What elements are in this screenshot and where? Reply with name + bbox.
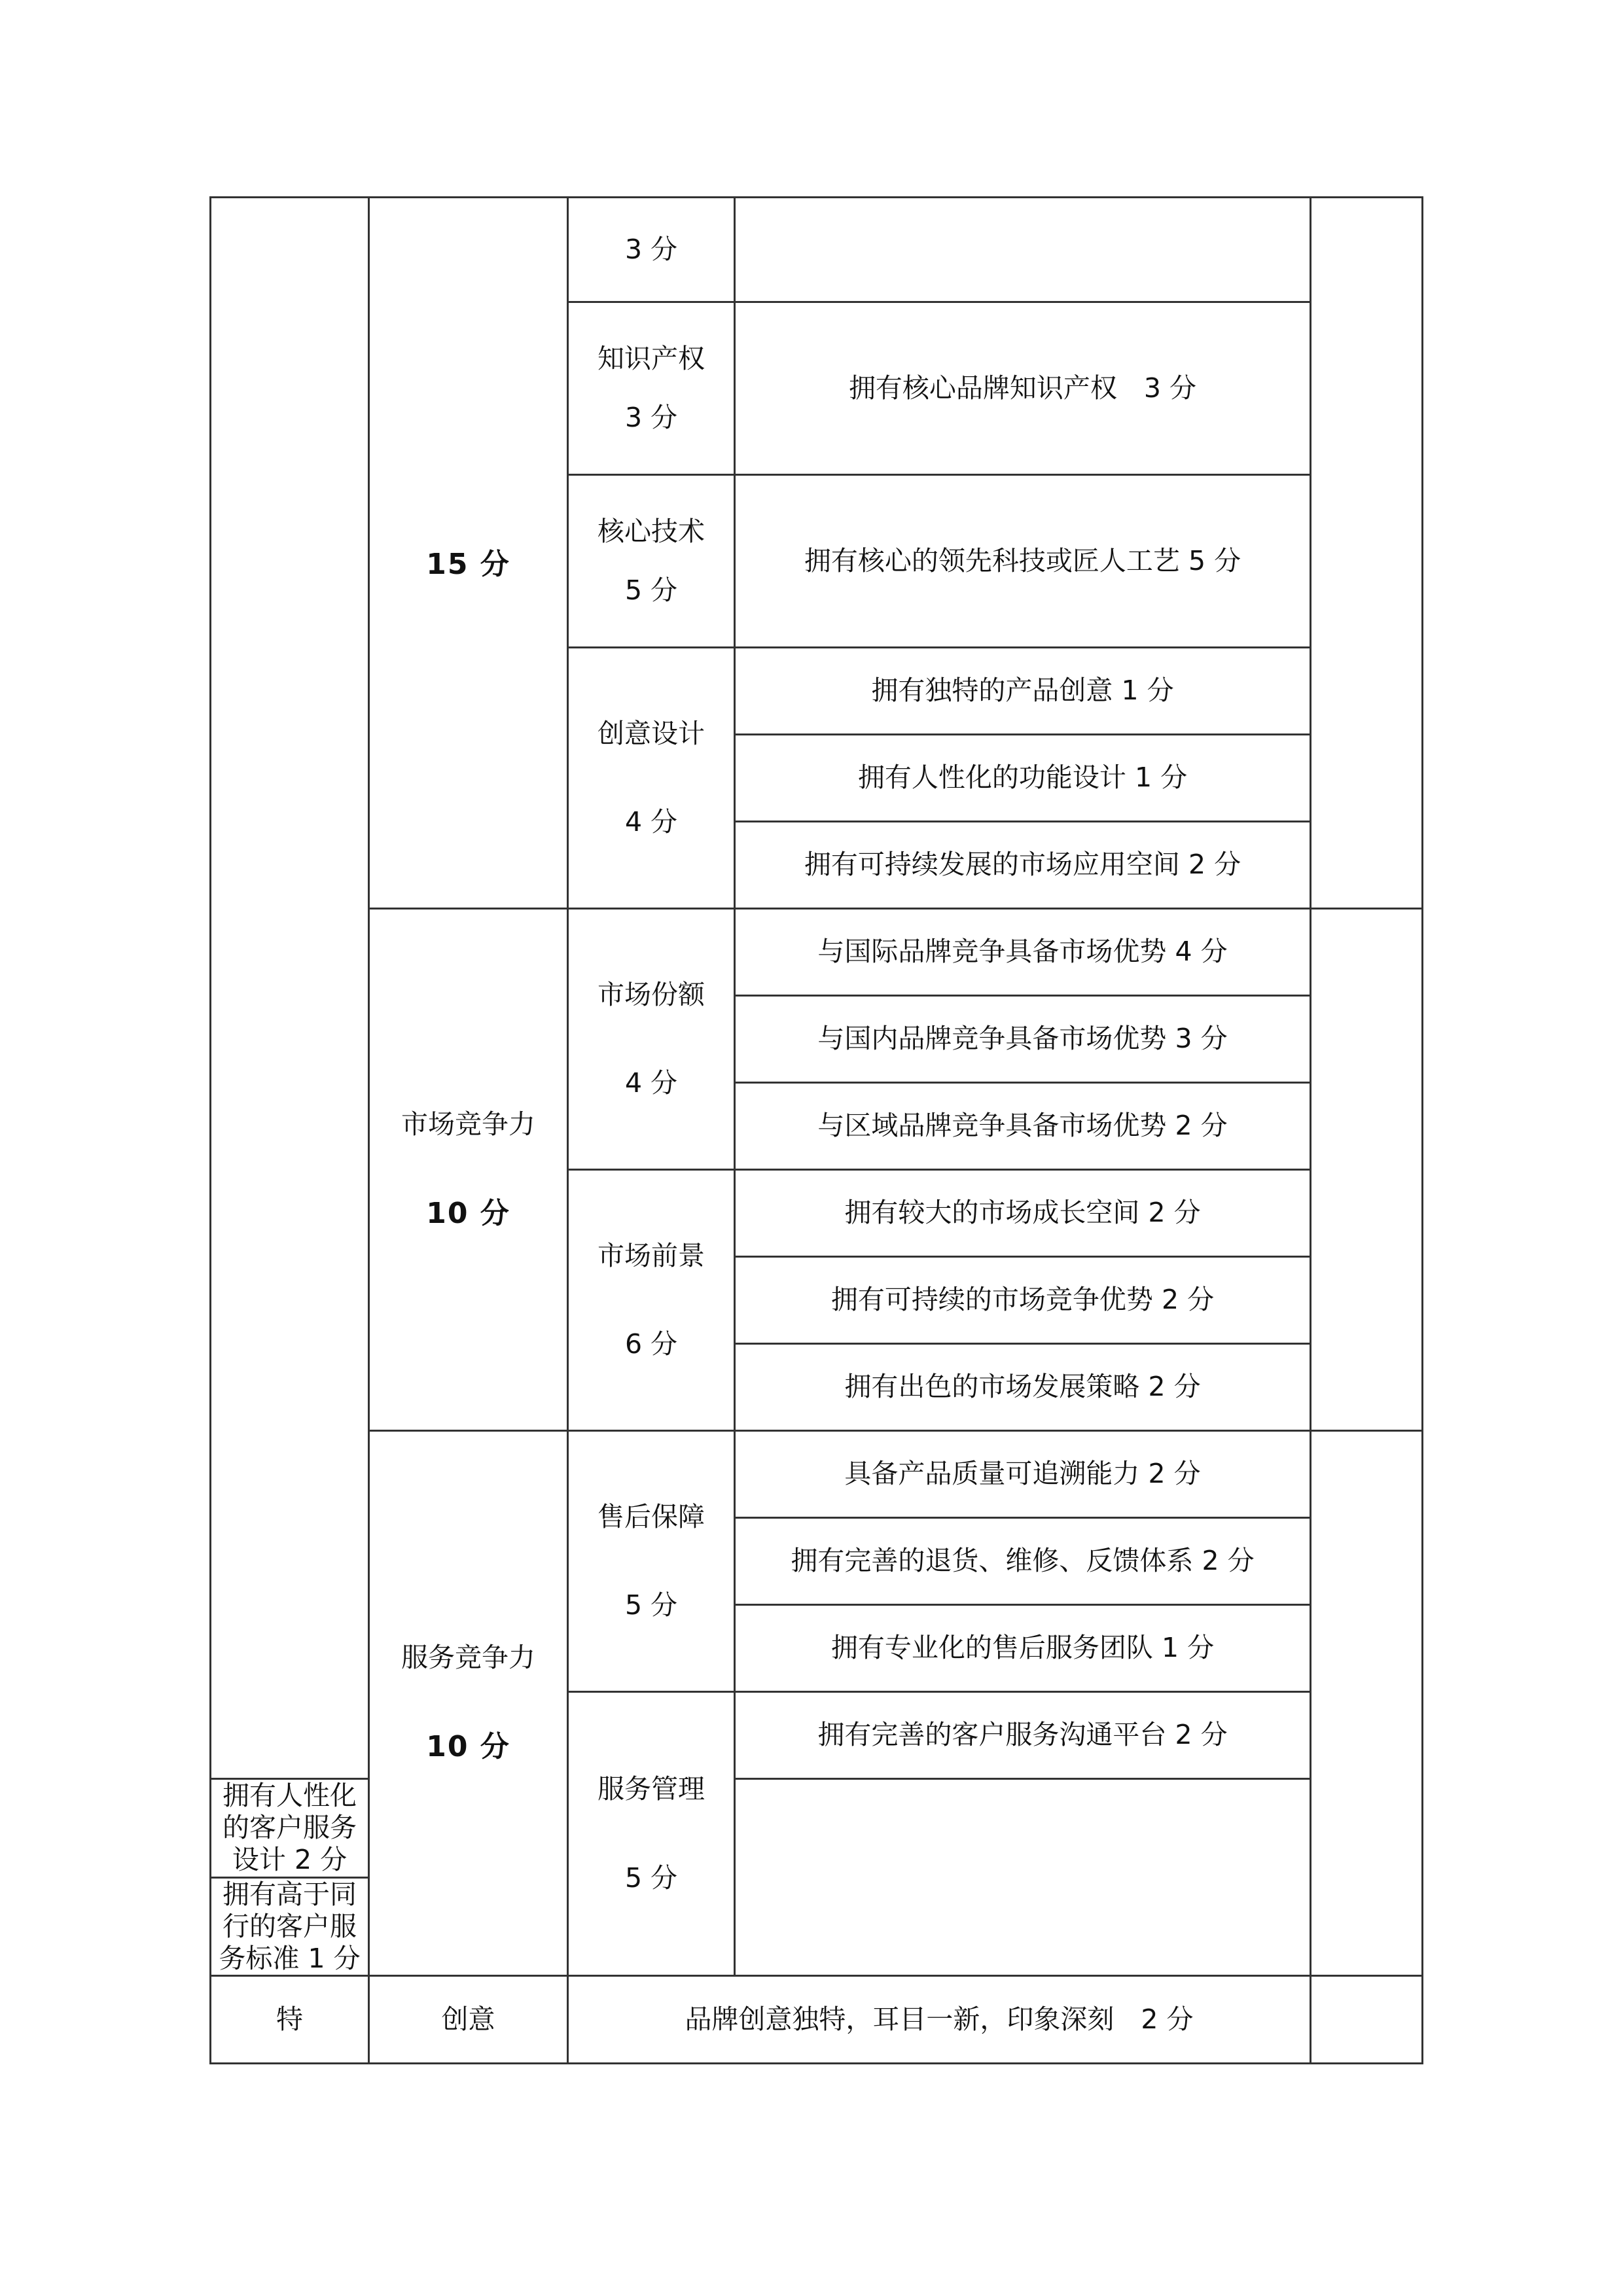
table-row xyxy=(211,1431,1423,1518)
sub-item-cell xyxy=(568,1431,735,1692)
criterion-cell: 拥有完善的退货、维修、反馈体系 2 分 xyxy=(735,1518,1311,1605)
remark-cell xyxy=(1311,198,1423,909)
criterion-cell: 拥有较大的市场成长空间 2 分 xyxy=(735,1170,1311,1257)
criterion-cell: 拥有人性化的客户服务设计 2 分 xyxy=(211,1779,369,1878)
criterion-cell: 与国内品牌竞争具备市场优势 3 分 xyxy=(735,996,1311,1083)
special-category-cell: 特 xyxy=(211,1976,369,2064)
remark-cell xyxy=(1311,1976,1423,2064)
criterion-cell: 拥有人性化的功能设计 1 分 xyxy=(735,735,1311,822)
category-name: 市场竞争力 xyxy=(401,1108,535,1140)
criterion-cell: 拥有可持续的市场竞争优势 2 分 xyxy=(735,1257,1311,1344)
sub-item-cell xyxy=(568,1170,735,1431)
criterion-cell: 拥有可持续发展的市场应用空间 2 分 xyxy=(735,822,1311,909)
sub-score-cell xyxy=(568,198,735,302)
criterion-cell: 拥有出色的市场发展策略 2 分 xyxy=(735,1344,1311,1431)
criterion-cell: 品牌创意独特，耳目一新，印象深刻 2 分 xyxy=(568,1976,1311,2064)
sub-item-name: 知识产权 xyxy=(597,343,705,375)
remark-cell xyxy=(1311,909,1423,1431)
table-row xyxy=(211,1976,1423,2064)
sub-item-score: 5 分 xyxy=(624,1862,678,1894)
special-item-cell: 创意 xyxy=(369,1976,568,2064)
criterion-cell: 拥有专业化的售后服务团队 1 分 xyxy=(735,1605,1311,1692)
remark-cell xyxy=(1311,1431,1423,1976)
table-row xyxy=(211,198,1423,302)
sub-item-cell xyxy=(568,302,735,475)
sub-item-name: 市场前景 xyxy=(597,1239,705,1271)
category-name: 服务竞争力 xyxy=(401,1642,535,1674)
sub-item-name: 市场份额 xyxy=(597,978,705,1010)
criterion-cell xyxy=(735,198,1311,302)
sub-item-cell xyxy=(568,648,735,909)
sub-item-score: 6 分 xyxy=(624,1328,678,1360)
criterion-cell: 拥有核心的领先科技或匠人工艺 5 分 xyxy=(735,475,1311,648)
sub-item-score: 4 分 xyxy=(624,1067,678,1099)
table-row xyxy=(211,909,1423,996)
sub-item-score: 5 分 xyxy=(624,574,678,606)
sub-item-name: 服务管理 xyxy=(597,1773,705,1805)
criterion-cell: 与国际品牌竞争具备市场优势 4 分 xyxy=(735,909,1311,996)
criterion-cell: 拥有独特的产品创意 1 分 xyxy=(735,648,1311,735)
category-cell xyxy=(369,909,568,1431)
category-score: 10 分 xyxy=(426,1730,510,1764)
sub-score: 3 分 xyxy=(624,233,678,265)
sub-item-score: 3 分 xyxy=(624,401,678,433)
category-cell-empty xyxy=(211,198,369,1779)
criterion-cell: 拥有核心品牌知识产权 3 分 xyxy=(735,302,1311,475)
sub-item-score: 4 分 xyxy=(624,806,678,838)
category-cell-top xyxy=(369,198,568,909)
category-score: 15 分 xyxy=(426,547,510,581)
sub-item-name: 核心技术 xyxy=(597,516,705,548)
criterion-cell: 拥有完善的客户服务沟通平台 2 分 xyxy=(735,1692,1311,1779)
criterion-cell: 与区域品牌竞争具备市场优势 2 分 xyxy=(735,1083,1311,1170)
category-score: 10 分 xyxy=(426,1196,510,1230)
sub-item-name: 创意设计 xyxy=(597,717,705,749)
sub-item-cell xyxy=(568,475,735,648)
sub-item-score: 5 分 xyxy=(624,1589,678,1621)
sub-item-cell xyxy=(568,909,735,1170)
sub-item-cell xyxy=(568,1692,735,1976)
criterion-cell: 具备产品质量可追溯能力 2 分 xyxy=(735,1431,1311,1518)
category-cell xyxy=(369,1431,568,1976)
sub-item-name: 售后保障 xyxy=(597,1500,705,1532)
criterion-cell: 拥有高于同行的客户服务标准 1 分 xyxy=(211,1877,369,1976)
scoring-table xyxy=(209,196,1423,2064)
